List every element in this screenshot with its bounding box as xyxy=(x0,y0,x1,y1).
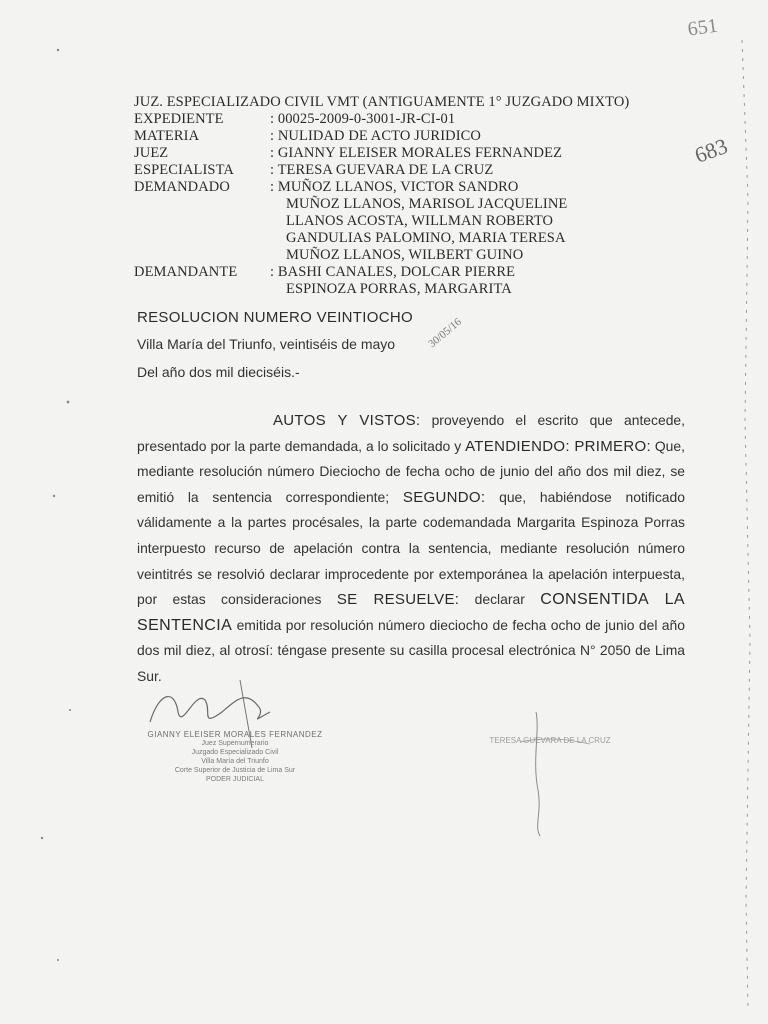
stamp-name: TERESA GUEVARA DE LA CRUZ xyxy=(489,736,611,745)
demandado-continuation: MUÑOZ LLANOS, WILBERT GUINO xyxy=(286,247,524,263)
stamp-line: Villa María del Triunfo xyxy=(201,758,269,765)
body-text-segment: que, habiéndose notificado válidamente a la partes procésales, la parte codemandada Margarita Espinoza Porras interpuesto recurso de apelación contra la sentencia, mediante resolución número veintitrés se resolvió declarar improcedente por extemporánea la apelación interpuesta, por estas consideraciones xyxy=(137,488,685,608)
specialist-signature xyxy=(536,712,540,836)
field-value: : GIANNY ELEISER MORALES FERNANDEZ xyxy=(270,145,563,161)
court-name: JUZ. ESPECIALIZADO CIVIL VMT (ANTIGUAMENTE 1° JUZGADO MIXTO) xyxy=(134,94,630,110)
resolution-year: Del año dos mil dieciséis.- xyxy=(137,364,300,380)
field-value: : BASHI CANALES, DOLCAR PIERRE xyxy=(270,264,516,280)
speck xyxy=(53,495,55,497)
signature-stroke xyxy=(240,680,252,748)
speck xyxy=(67,401,70,404)
field-label: EXPEDIENTE xyxy=(134,111,224,127)
speck xyxy=(57,959,59,961)
copy-edge-mark xyxy=(742,40,750,1010)
demandado-continuation: GANDULIAS PALOMINO, MARIA TERESA xyxy=(286,230,566,246)
place-date: Villa María del Triunfo, veintiséis de mayo xyxy=(137,336,396,352)
field-value: : TERESA GUEVARA DE LA CRUZ xyxy=(270,162,494,178)
body-text-segment: declarar xyxy=(459,591,541,608)
keyword-atendiendo: ATENDIENDO: PRIMERO: xyxy=(465,437,651,455)
keyword-segundo: SEGUNDO: xyxy=(402,488,486,506)
field-value: : NULIDAD DE ACTO JURIDICO xyxy=(270,128,481,144)
body-text-segment: Que, mediante resolución número Dieciocho de fecha ocho de junio del año dos mil diez, se emitió la sentencia correspondiente; xyxy=(137,437,685,505)
field-label: MATERIA xyxy=(134,128,200,144)
field-value: : 00025-2009-0-3001-JR-CI-01 xyxy=(270,111,456,127)
demandado-continuation: LLANOS ACOSTA, WILLMAN ROBERTO xyxy=(286,213,554,229)
speck xyxy=(57,49,59,51)
stamp-line: Juez Supernumerario xyxy=(201,740,269,747)
judge-signature xyxy=(150,697,270,722)
speck xyxy=(41,837,43,839)
body-text-segment: emitida por resolución número dieciocho de fecha ocho de junio del año dos mil diez, al otrosí: téngase presente su casilla procesal electrónica N° 2050 de Lima Sur. xyxy=(137,616,685,684)
signature-stroke xyxy=(520,739,590,744)
body-text-segment: proveyendo el escrito que antecede, presentado por la parte demandada, a lo solicitado y xyxy=(137,412,686,454)
demandado-continuation: MUÑOZ LLANOS, MARISOL JACQUELINE xyxy=(286,196,568,212)
stamp-name: GIANNY ELEISER MORALES FERNANDEZ xyxy=(147,730,323,739)
field-label: DEMANDADO xyxy=(134,179,230,195)
keyword-resuelve: SE RESUELVE: xyxy=(336,591,460,609)
stamp-line: Corte Superior de Justicia de Lima Sur xyxy=(174,767,296,774)
keyword-consentida: CONSENTIDA LA SENTENCIA xyxy=(137,591,685,634)
resolution-title: RESOLUCION NUMERO VEINTIOCHO xyxy=(137,309,413,326)
stamp-line: PODER JUDICIAL xyxy=(206,776,264,783)
keyword-autos: AUTOS Y VISTOS: xyxy=(273,412,421,429)
field-label: ESPECIALISTA xyxy=(134,162,234,178)
field-label: JUEZ xyxy=(134,145,169,161)
folio-number-top: 651 xyxy=(686,14,720,41)
handwritten-date-note: 30/05/16 xyxy=(426,315,464,351)
field-label: DEMANDANTE xyxy=(134,264,238,280)
speck xyxy=(69,709,71,711)
field-value: : MUÑOZ LLANOS, VICTOR SANDRO xyxy=(270,179,519,195)
folio-number-side: 683 xyxy=(691,133,731,168)
stamp-line: Juzgado Especializado Civil xyxy=(191,749,279,756)
demandante-continuation: ESPINOZA PORRAS, MARGARITA xyxy=(286,281,512,297)
